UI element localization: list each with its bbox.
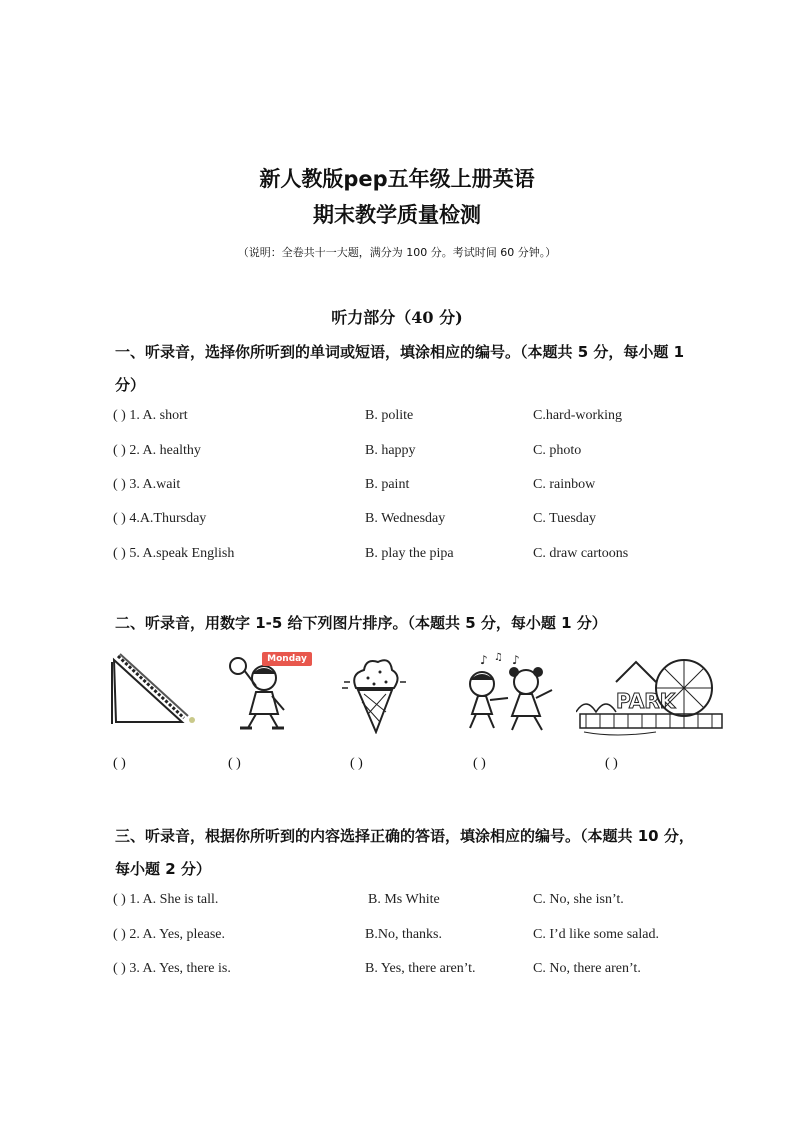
option-b: B. Yes, there aren’t. xyxy=(365,961,476,976)
section3-item-2 xyxy=(113,927,713,947)
section1-item-1 xyxy=(113,408,713,428)
item-prefix: ( ) 3. A. Yes, there is. xyxy=(113,961,231,976)
section3-item-3 xyxy=(113,961,713,981)
dancing-children-picture xyxy=(456,652,566,734)
svg-text:PARK: PARK xyxy=(616,689,676,713)
option-b: B. Wednesday xyxy=(365,511,446,526)
option-c: C. Tuesday xyxy=(533,511,597,526)
section1-item-3 xyxy=(113,477,713,497)
svg-text:♪: ♪ xyxy=(480,653,488,667)
option-b: B. play the pipa xyxy=(365,546,454,561)
answer-bracket-2[interactable]: ( ) xyxy=(228,756,241,771)
option-b: B. happy xyxy=(365,443,416,458)
option-c: C.hard-working xyxy=(533,408,623,423)
option-c: C. No, she isn’t. xyxy=(533,892,624,907)
answer-bracket-1[interactable]: ( ) xyxy=(113,756,126,771)
item-prefix: ( ) 1. A. short xyxy=(113,408,188,423)
item-prefix: ( ) 2. A. healthy xyxy=(113,443,201,458)
item-prefix: ( ) 1. A. She is tall. xyxy=(113,892,219,907)
listening-part-title: 听力部分（40 分) xyxy=(331,308,463,327)
item-prefix: ( ) 3. A.wait xyxy=(113,477,181,492)
section3-item-1 xyxy=(113,892,713,912)
option-c: C. I’d like some salad. xyxy=(533,927,659,942)
option-b: B. polite xyxy=(365,408,414,423)
item-prefix: ( ) 4.A.Thursday xyxy=(113,511,207,526)
item-prefix: ( ) 5. A.speak English xyxy=(113,546,235,561)
section2-instruction: 二、听录音，用数字 1-5 给下列图片排序。（本题共 5 分，每小题 1 分） xyxy=(115,614,607,632)
option-b: B. Ms White xyxy=(368,892,440,907)
exam-title-line2: 期末教学质量检测 xyxy=(313,203,481,227)
item-prefix: ( ) 2. A. Yes, please. xyxy=(113,927,225,942)
monday-tag: Monday xyxy=(262,652,312,666)
ice-cream-picture xyxy=(340,652,410,734)
option-b: B.No, thanks. xyxy=(365,927,442,942)
section3-instruction: 三、听录音，根据你所听到的内容选择正确的答语，填涂相应的编号。（本题共 10 分，每小题 2 分） xyxy=(115,827,694,878)
answer-bracket-3[interactable]: ( ) xyxy=(350,756,363,771)
exam-note: （说明：全卷共十一大题，满分为 100 分。考试时间 60 分钟。） xyxy=(237,246,557,259)
svg-text:♫: ♫ xyxy=(494,652,503,663)
option-c: C. No, there aren’t. xyxy=(533,961,641,976)
sandwich-picture xyxy=(108,652,200,728)
option-c: C. rainbow xyxy=(533,477,596,492)
section1-item-4 xyxy=(113,511,713,531)
option-c: C. draw cartoons xyxy=(533,546,629,561)
option-c: C. photo xyxy=(533,443,582,458)
section1-instruction: 一、听录音，选择你所听到的单词或短语，填涂相应的编号。（本题共 5 分，每小题 1 分） xyxy=(115,343,685,394)
exam-title-line1: 新人教版pep五年级上册英语 xyxy=(259,167,535,191)
svg-text:♪: ♪ xyxy=(512,653,520,667)
amusement-park-picture xyxy=(576,652,726,740)
section1-item-5 xyxy=(113,546,713,566)
picture-strip xyxy=(108,652,728,742)
answer-bracket-4[interactable]: ( ) xyxy=(473,756,486,771)
option-b: B. paint xyxy=(365,477,410,492)
answer-bracket-5[interactable]: ( ) xyxy=(605,756,618,771)
section1-item-2 xyxy=(113,443,713,463)
picture-answer-brackets xyxy=(113,756,713,776)
